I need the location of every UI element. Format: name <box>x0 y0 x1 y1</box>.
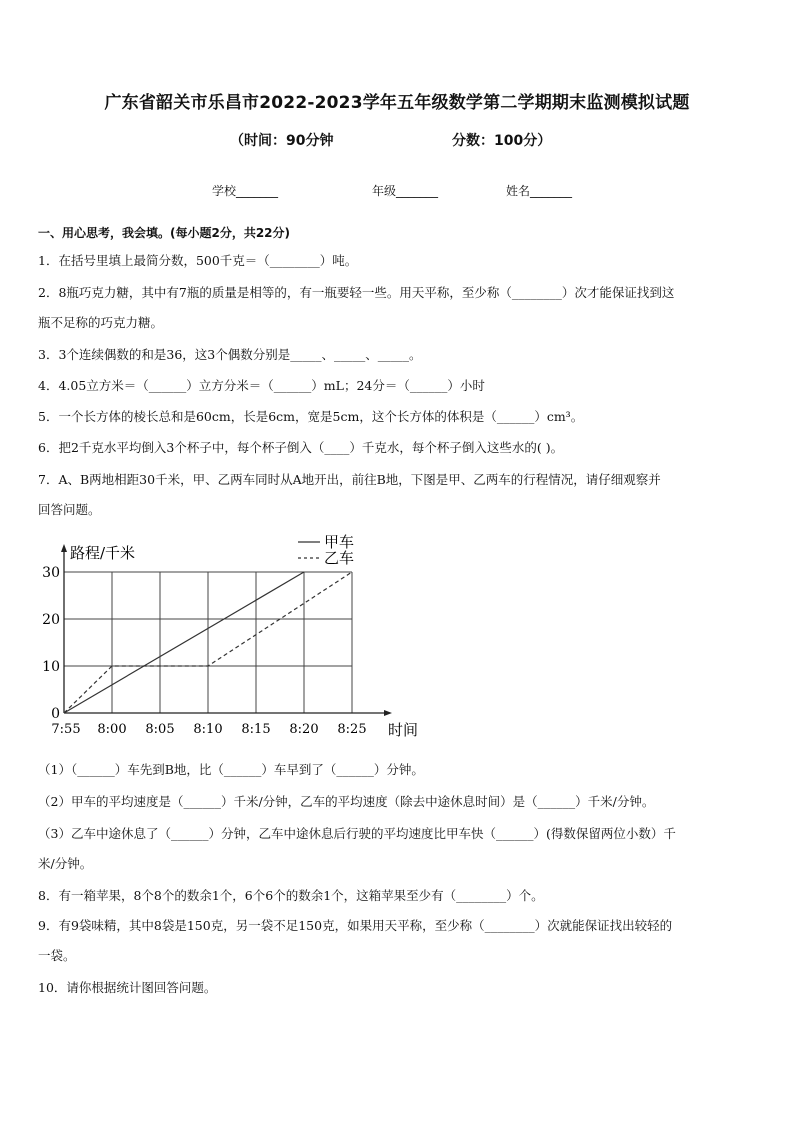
question-7-part-1: （1）（______）车先到B地，比（______）车早到了（______）分钟。 <box>38 762 424 777</box>
series-line-jia <box>64 572 304 713</box>
school-field[interactable]: 学校_______ <box>212 184 279 198</box>
question-6: 6．把2千克水平均倒入3个杯子中，每个杯子倒入（____）千克水，每个杯子倒入这些水的( )。 <box>38 440 564 455</box>
page-title: 广东省韶关市乐昌市2022-2023学年五年级数学第二学期期末监测模拟试题 <box>104 93 690 113</box>
question-7-part-3-cont: 米/分钟。 <box>38 856 93 871</box>
x-axis-title: 时间 <box>388 721 419 739</box>
y-tick-label: 20 <box>42 612 60 628</box>
question-2: 2．8瓶巧克力糖，其中有7瓶的质量是相等的，有一瓶要轻一些。用天平称，至少称（________）次才能保证找到这 <box>38 285 675 300</box>
y-axis-title: 路程/千米 <box>70 544 136 562</box>
name-field[interactable]: 姓名_______ <box>506 184 573 198</box>
question-7-part-2: （2）甲车的平均速度是（______）千米/分钟，乙车的平均速度（除去中途休息时间）是（______）千米/分钟。 <box>38 794 655 809</box>
question-7: 7．A、B两地相距30千米，甲、乙两车同时从A地开出，前往B地，下图是甲、乙两车的行程情况，请仔细观察并 <box>38 472 661 487</box>
question-2-cont: 瓶不足称的巧克力糖。 <box>38 315 164 330</box>
legend-label: 乙车 <box>324 549 355 567</box>
y-tick-label: 30 <box>42 565 60 581</box>
exam-score: 分数：100分） <box>452 133 552 149</box>
question-1: 1．在括号里填上最简分数，500千克＝（________）吨。 <box>38 253 358 268</box>
question-3: 3．3个连续偶数的和是36，这3个偶数分别是_____、_____、_____。 <box>38 347 422 362</box>
x-tick-label: 8:00 <box>97 722 127 737</box>
travel-line-chart <box>36 530 436 742</box>
x-axis-arrow <box>384 710 392 716</box>
x-tick-label: 8:25 <box>337 722 367 737</box>
question-4: 4．4.05立方米＝（______）立方分米＝（______）mL；24分＝（______）小时 <box>38 378 485 393</box>
question-10: 10．请你根据统计图回答问题。 <box>38 980 217 995</box>
x-tick-label: 8:10 <box>193 722 223 737</box>
y-tick-label: 10 <box>42 659 60 675</box>
x-tick-label: 8:05 <box>145 722 175 737</box>
x-tick-label: 8:20 <box>289 722 319 737</box>
question-5: 5．一个长方体的棱长总和是60cm，长是6cm，宽是5cm，这个长方体的体积是（______）cm³。 <box>38 409 584 424</box>
question-9-cont: 一袋。 <box>38 948 76 963</box>
x-tick-label: 8:15 <box>241 722 271 737</box>
question-7-part-3: （3）乙车中途休息了（______）分钟，乙车中途休息后行驶的平均速度比甲车快（______）(得数保留两位小数）千 <box>38 826 676 841</box>
exam-time: （时间：90分钟 <box>230 133 334 149</box>
question-8: 8．有一箱苹果，8个8个的数余1个，6个6个的数余1个，这箱苹果至少有（________）个。 <box>38 888 544 903</box>
y-tick-label: 0 <box>51 706 60 722</box>
y-axis-arrow <box>61 544 67 552</box>
question-9: 9．有9袋味精，其中8袋是150克，另一袋不足150克，如果用天平称，至少称（________）次就能保证找出较轻的 <box>38 918 673 933</box>
section-heading: 一、用心思考，我会填。(每小题2分，共22分) <box>38 226 291 240</box>
question-7-cont: 回答问题。 <box>38 502 101 517</box>
x-tick-label: 7:55 <box>51 722 81 737</box>
legend-label: 甲车 <box>324 533 355 551</box>
grade-field[interactable]: 年级_______ <box>372 184 439 198</box>
